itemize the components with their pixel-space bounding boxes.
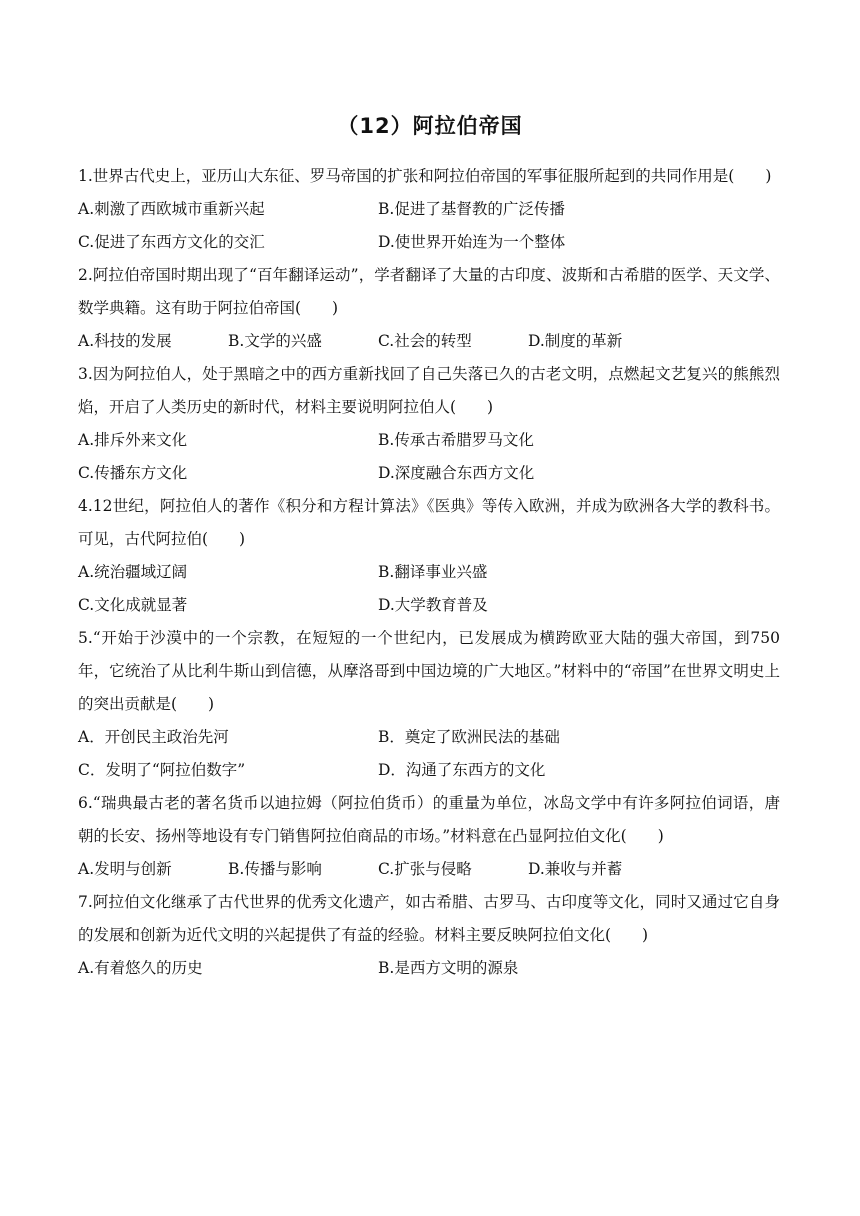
option-list (78, 556, 780, 622)
option-d: D.兼收与并蓄 (528, 860, 623, 878)
option-list (78, 193, 780, 259)
option-d: D．沟通了东西方的文化 (378, 761, 546, 779)
option-a: A．开创民主政治先河 (78, 728, 229, 746)
question-6 (78, 787, 780, 886)
option-c: C.扩张与侵略 (378, 860, 472, 878)
question-1 (78, 160, 780, 259)
option-list (78, 952, 780, 985)
question-3 (78, 358, 780, 490)
option-c: C.传播东方文化 (78, 464, 188, 482)
option-b: B.是西方文明的源泉 (378, 959, 519, 977)
question-7 (78, 886, 780, 985)
option-a: A.有着悠久的历史 (78, 959, 203, 977)
option-a: A.统治疆域辽阔 (78, 563, 188, 581)
question-5 (78, 622, 780, 787)
option-d: D.使世界开始连为一个整体 (378, 233, 566, 251)
page-title: （12）阿拉伯帝国 (337, 114, 523, 138)
option-b: B.传承古希腊罗马文化 (378, 431, 534, 449)
question-stem: 3.因为阿拉伯人，处于黑暗之中的西方重新找回了自己失落已久的古老文明，点燃起文艺复兴的熊熊烈焰，开启了人类历史的新时代，材料主要说明阿拉伯人( ) (78, 365, 780, 416)
question-list (78, 160, 780, 985)
question-stem: 7.阿拉伯文化继承了古代世界的优秀文化遗产，如古希腊、古罗马、古印度等文化，同时又通过它自身的发展和创新为近代文明的兴起提供了有益的经验。材料主要反映阿拉伯文化( ) (78, 893, 780, 944)
option-b: B.文学的兴盛 (228, 332, 322, 350)
option-c: C.促进了东西方文化的交汇 (78, 233, 265, 251)
option-a: A.排斥外来文化 (78, 431, 188, 449)
option-c: C.社会的转型 (378, 332, 472, 350)
option-list (78, 424, 780, 490)
option-b: B．奠定了欧洲民法的基础 (378, 728, 560, 746)
question-stem: 2.阿拉伯帝国时期出现了“百年翻译运动”，学者翻译了大量的古印度、波斯和古希腊的医学、天文学、数学典籍。这有助于阿拉伯帝国( ) (78, 266, 780, 317)
option-d: D.深度融合东西方文化 (378, 464, 535, 482)
option-list (78, 325, 780, 358)
question-stem: 5.“开始于沙漠中的一个宗教，在短短的一个世纪内，已发展成为横跨欧亚大陆的强大帝国，到750年，它统治了从比利牛斯山到信德，从摩洛哥到中国边境的广大地区。”材料中的“帝国”在世界文明史上的突出贡献是( ) (78, 629, 780, 713)
option-d: D.大学教育普及 (378, 596, 488, 614)
option-a: A.科技的发展 (78, 332, 172, 350)
option-a: A.发明与创新 (78, 860, 172, 878)
option-b: B.促进了基督教的广泛传播 (378, 200, 565, 218)
question-stem: 1.世界古代史上，亚历山大东征、罗马帝国的扩张和阿拉伯帝国的军事征服所起到的共同作用是( ) (78, 167, 772, 185)
option-c: C.文化成就显著 (78, 596, 188, 614)
question-stem: 6.“瑞典最古老的著名货币以迪拉姆（阿拉伯货币）的重量为单位，冰岛文学中有许多阿拉伯词语，唐朝的长安、扬州等地设有专门销售阿拉伯商品的市场。”材料意在凸显阿拉伯文化( ) (78, 794, 780, 845)
option-list (78, 721, 780, 787)
option-d: D.制度的革新 (528, 332, 623, 350)
question-4 (78, 490, 780, 622)
question-2 (78, 259, 780, 358)
option-list (78, 853, 780, 886)
option-b: B.传播与影响 (228, 860, 322, 878)
option-b: B.翻译事业兴盛 (378, 563, 488, 581)
option-c: C．发明了“阿拉伯数字” (78, 761, 246, 779)
option-a: A.刺激了西欧城市重新兴起 (78, 200, 265, 218)
question-stem: 4.12世纪，阿拉伯人的著作《积分和方程计算法》《医典》等传入欧洲，并成为欧洲各大学的教科书。可见，古代阿拉伯( ) (78, 497, 780, 548)
